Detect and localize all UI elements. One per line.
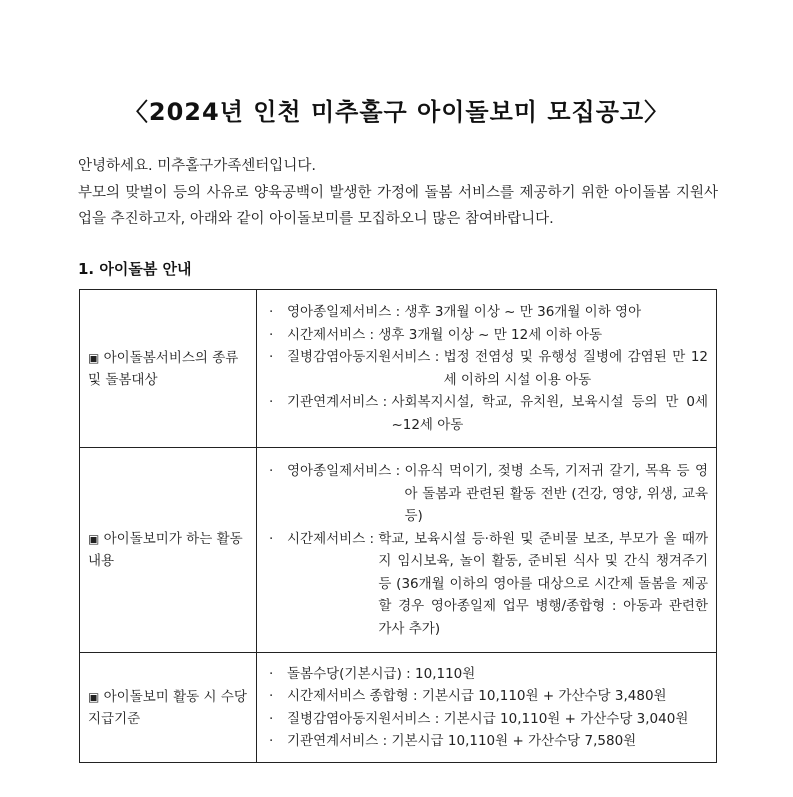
list-item: [267, 460, 708, 528]
intro-text: [78, 153, 718, 233]
item-separator: :: [391, 304, 405, 320]
item-key: 돌봄수당(기본시급): [287, 665, 402, 682]
item-value: 법정 전염성 및 유행성 질병에 감염된 만 12세 이하의 시설 이용 아동: [443, 349, 708, 388]
item-key: 질병감염아동지원서비스: [287, 349, 431, 365]
item-value: 기본시급 10,110원 + 가산수당 7,580원: [391, 733, 637, 749]
table-row: [80, 290, 717, 448]
row-label: [80, 290, 257, 448]
bullet-icon: ·: [269, 394, 274, 410]
item-list: [267, 301, 708, 436]
item-value: 10,110원: [415, 665, 476, 682]
item-value: 생후 3개월 이상 ~ 만 36개월 이하 영아: [404, 304, 642, 320]
bullet-icon: ·: [269, 463, 274, 479]
row-label: [80, 448, 257, 653]
row-content: [257, 448, 717, 653]
square-marker-icon: ▣: [88, 689, 100, 704]
row-label-text: 아이돌보미 활동 시 수당 지급기준: [88, 688, 247, 727]
bullet-icon: ·: [269, 665, 274, 682]
section-heading: 1. 아이돌봄 안내: [78, 260, 192, 278]
table-row: [80, 448, 717, 653]
item-key: 기관연계서비스: [287, 733, 379, 749]
bullet-icon: ·: [269, 349, 274, 365]
bullet-icon: ·: [269, 733, 274, 749]
row-label: [80, 653, 257, 763]
list-item: [267, 528, 708, 641]
list-item: [267, 324, 708, 347]
item-value: 사회복지시설, 학교, 유치원, 보육시설 등의 만 0세~12세 아동: [391, 394, 708, 433]
item-key: 시간제서비스: [287, 530, 366, 547]
row-label-text: 아이돌봄서비스의 종류 및 돌봄대상: [88, 349, 239, 388]
childcare-guide-table: [79, 289, 717, 763]
square-marker-icon: ▣: [88, 532, 100, 546]
row-content: [257, 653, 717, 763]
item-separator: :: [430, 349, 444, 365]
item-key: 영아종일제서비스: [287, 304, 392, 320]
item-value: 기본시급 10,110원 + 가산수당 3,040원: [443, 710, 689, 727]
bullet-icon: ·: [269, 326, 274, 343]
table-row: [80, 653, 717, 763]
bullet-icon: ·: [269, 530, 274, 547]
item-list: [267, 663, 708, 753]
intro-greeting: 안녕하세요. 미추홀구가족센터입니다.: [78, 158, 316, 174]
list-item: [267, 391, 708, 436]
item-separator: :: [365, 326, 379, 343]
intro-body: 부모의 맞벌이 등의 사유로 양육공백이 발생한 가정에 돌봄 서비스를 제공하기 위한 아이돌봄 지원사업을 추진하고자, 아래와 같이 아이돌보미를 모집하오니 많은 참여바랍니다.: [78, 184, 718, 227]
bullet-icon: ·: [269, 710, 274, 727]
item-value: 기본시급 10,110원 + 가산수당 3,480원: [421, 688, 667, 704]
item-value: 생후 3개월 이상 ~ 만 12세 이하 아동: [378, 326, 602, 343]
item-separator: :: [401, 665, 416, 682]
item-value: 학교, 보육시설 등·하원 및 준비물 보조, 부모가 올 때까지 임시보육, 놀이 활동, 준비된 식사 및 간식 챙겨주기 등 (36개월 이하의 영아를 대상으로 시간제 돌봄을 제공할 경우 영아종일제 업무 병행/종합형 : 아동과 관련한 가사 추가): [378, 530, 708, 637]
item-list: [267, 460, 708, 640]
item-separator: :: [408, 688, 422, 704]
page-title: 〈2024년 인천 미추홀구 아이돌보미 모집공고〉: [123, 98, 670, 126]
item-separator: :: [365, 530, 379, 547]
bullet-icon: ·: [269, 304, 274, 320]
list-item: [267, 708, 708, 731]
item-separator: :: [430, 710, 444, 727]
square-marker-icon: ▣: [88, 350, 100, 365]
item-separator: :: [378, 733, 392, 749]
item-value: 이유식 먹이기, 젖병 소독, 기저귀 갈기, 목욕 등 영아 돌봄과 관련된 활동 전반 (건강, 영양, 위생, 교육 등): [404, 463, 708, 524]
row-label-text: 아이돌보미가 하는 활동 내용: [88, 531, 243, 569]
list-item: [267, 301, 708, 324]
list-item: [267, 685, 708, 708]
row-content: [257, 290, 717, 448]
list-item: [267, 663, 708, 686]
item-key: 영아종일제서비스: [287, 463, 392, 479]
list-item: [267, 346, 708, 391]
item-key: 기관연계서비스: [287, 394, 379, 410]
item-key: 질병감염아동지원서비스: [287, 710, 431, 727]
item-separator: :: [391, 463, 405, 479]
item-key: 시간제서비스: [287, 326, 366, 343]
bullet-icon: ·: [269, 688, 274, 704]
list-item: [267, 730, 708, 753]
item-separator: :: [378, 394, 392, 410]
item-key: 시간제서비스 종합형: [287, 688, 409, 704]
